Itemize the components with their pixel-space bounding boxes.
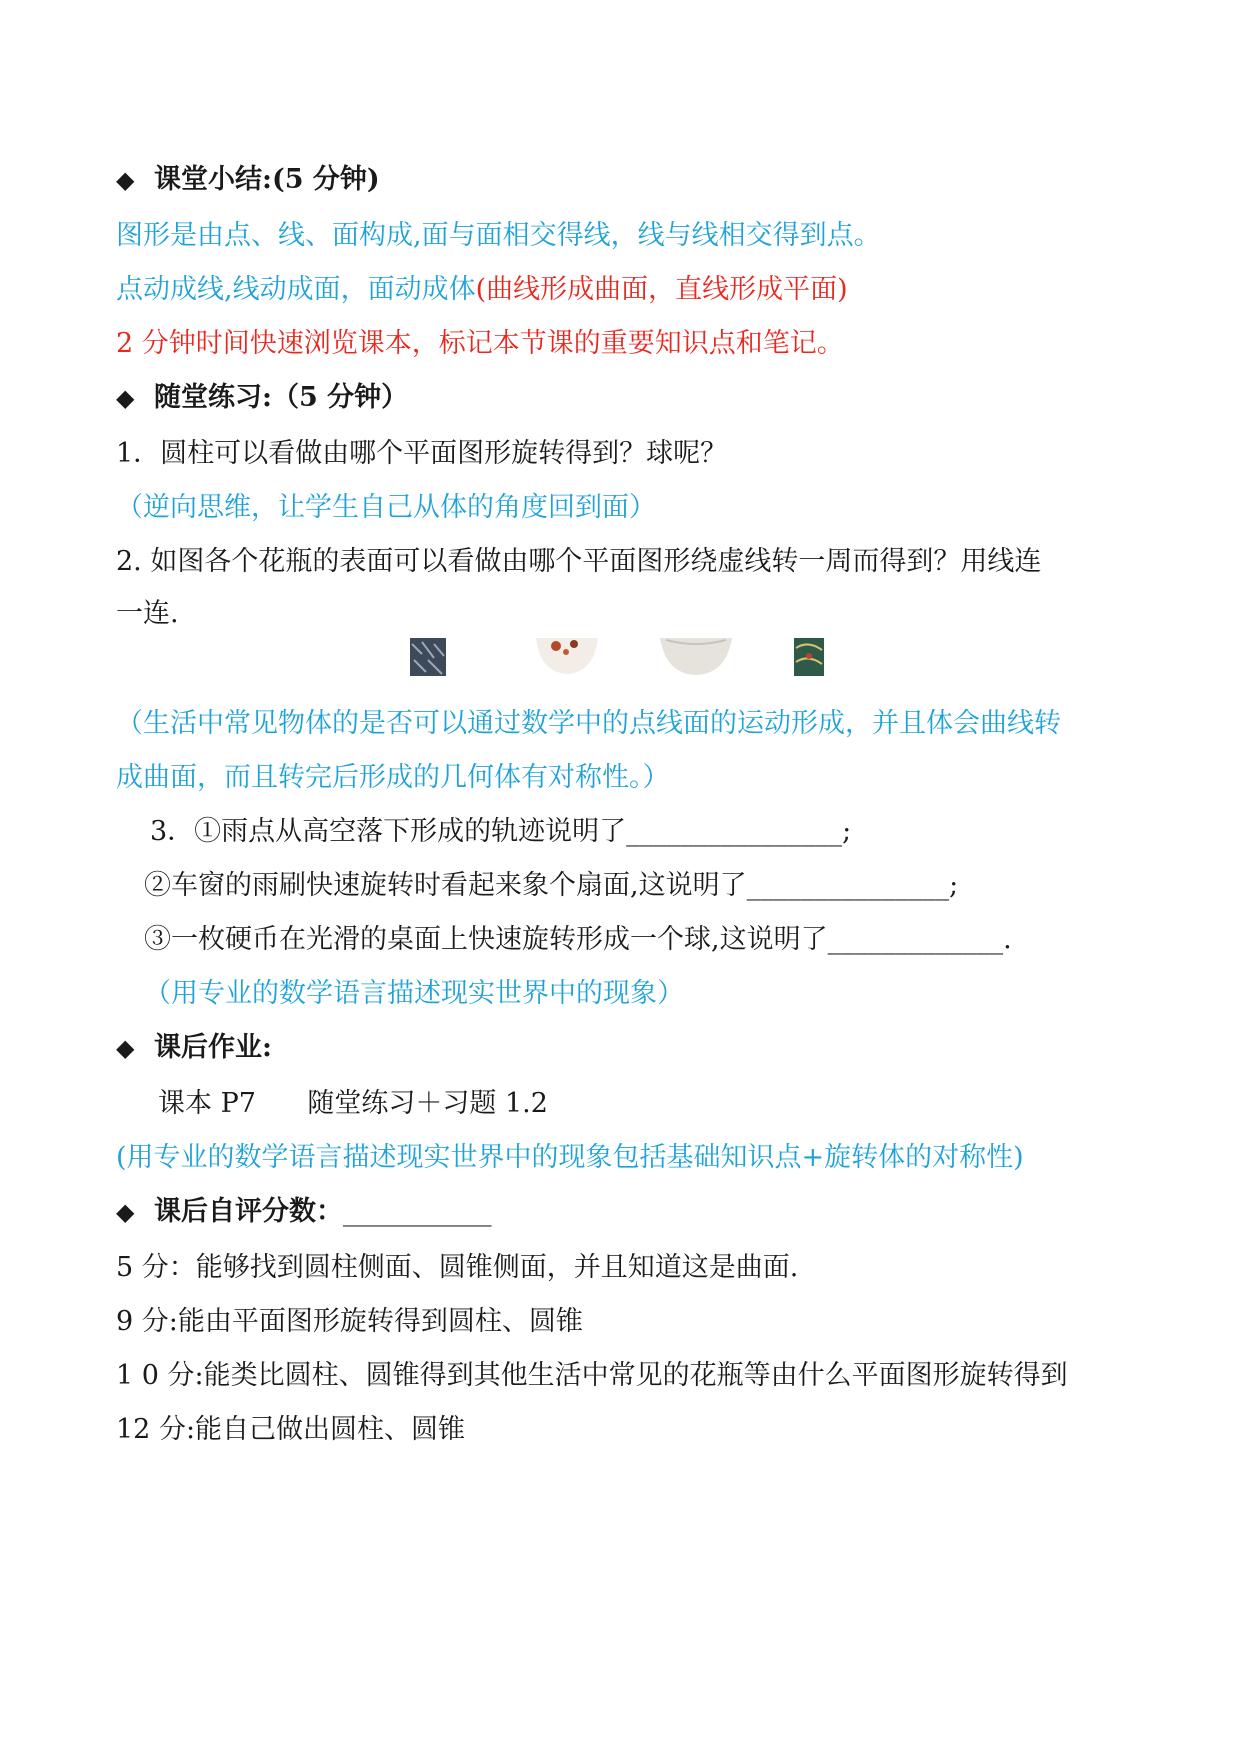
question-3-part-2: ②车窗的雨刷快速旋转时看起来象个扇面,这说明了_______________; (144, 870, 959, 901)
homework-heading: ◆ 课后作业: (0, 1030, 1241, 1066)
summary-heading: ◆ 课堂小结:(5 分钟) (0, 162, 1241, 198)
question-3-part-3: ③一枚硬币在光滑的桌面上快速旋转形成一个球,这说明了_____________. (144, 924, 1012, 955)
question-2-note-line-1: （生活中常见物体的是否可以通过数学中的点线面的运动形成，并且体会曲线转 (116, 708, 1061, 739)
question-1-note: （逆向思维，让学生自己从体的角度回到面） (116, 492, 656, 523)
score-blank: ___________ (343, 1196, 492, 1227)
patterned-vase-image (408, 638, 448, 676)
question-2-line-1: 2. 如图各个花瓶的表面可以看做由哪个平面图形绕虚线转一周而得到？用线连 (116, 546, 1042, 577)
score-10: 1 0 分:能类比圆柱、圆锥得到其他生活中常见的花瓶等由什么平面图形旋转得到 (116, 1360, 1068, 1391)
diamond-bullet-icon: ◆ (116, 1033, 135, 1062)
summary-line-1: 图形是由点、线、面构成,面与面相交得线，线与线相交得到点。 (116, 220, 881, 251)
diamond-bullet-icon: ◆ (116, 383, 135, 412)
practice-heading: ◆ 随堂练习:（5 分钟） (0, 380, 1241, 416)
bowl-vase-image (536, 638, 598, 676)
question-2-line-2: 一连. (116, 598, 179, 629)
score-9: 9 分:能由平面图形旋转得到圆柱、圆锥 (116, 1306, 583, 1337)
homework-note: (用专业的数学语言描述现实世界中的现象包括基础知识点+旋转体的对称性) (116, 1142, 1024, 1173)
question-1: 1．圆柱可以看做由哪个平面图形旋转得到？球呢？ (116, 438, 728, 469)
score-5: 5 分：能够找到圆柱侧面、圆锥侧面，并且知道这是曲面. (116, 1252, 799, 1283)
diamond-bullet-icon: ◆ (116, 165, 135, 194)
question-3-note: （用专业的数学语言描述现实世界中的现象） (144, 978, 684, 1009)
vase-images (408, 638, 838, 678)
diamond-bullet-icon: ◆ (116, 1197, 135, 1226)
summary-line-2: 点动成线,线动成面，面动成体(曲线形成曲面，直线形成平面) (116, 274, 848, 305)
painted-vase-image (792, 638, 826, 676)
question-3-part-1: 3．①雨点从高空落下形成的轨迹说明了________________; (150, 816, 852, 847)
score-12: 12 分:能自己做出圆柱、圆锥 (116, 1414, 466, 1445)
white-bowl-image (660, 638, 732, 676)
question-2-note-line-2: 成曲面，而且转完后形成的几何体有对称性。） (116, 762, 670, 793)
selfeval-heading: ◆ 课后自评分数：___________ (0, 1194, 1241, 1230)
summary-line-3: 2 分钟时间快速浏览课本，标记本节课的重要知识点和笔记。 (116, 328, 844, 359)
homework-line: 课本 P7 随堂练习＋习题 1.2 (158, 1088, 548, 1119)
